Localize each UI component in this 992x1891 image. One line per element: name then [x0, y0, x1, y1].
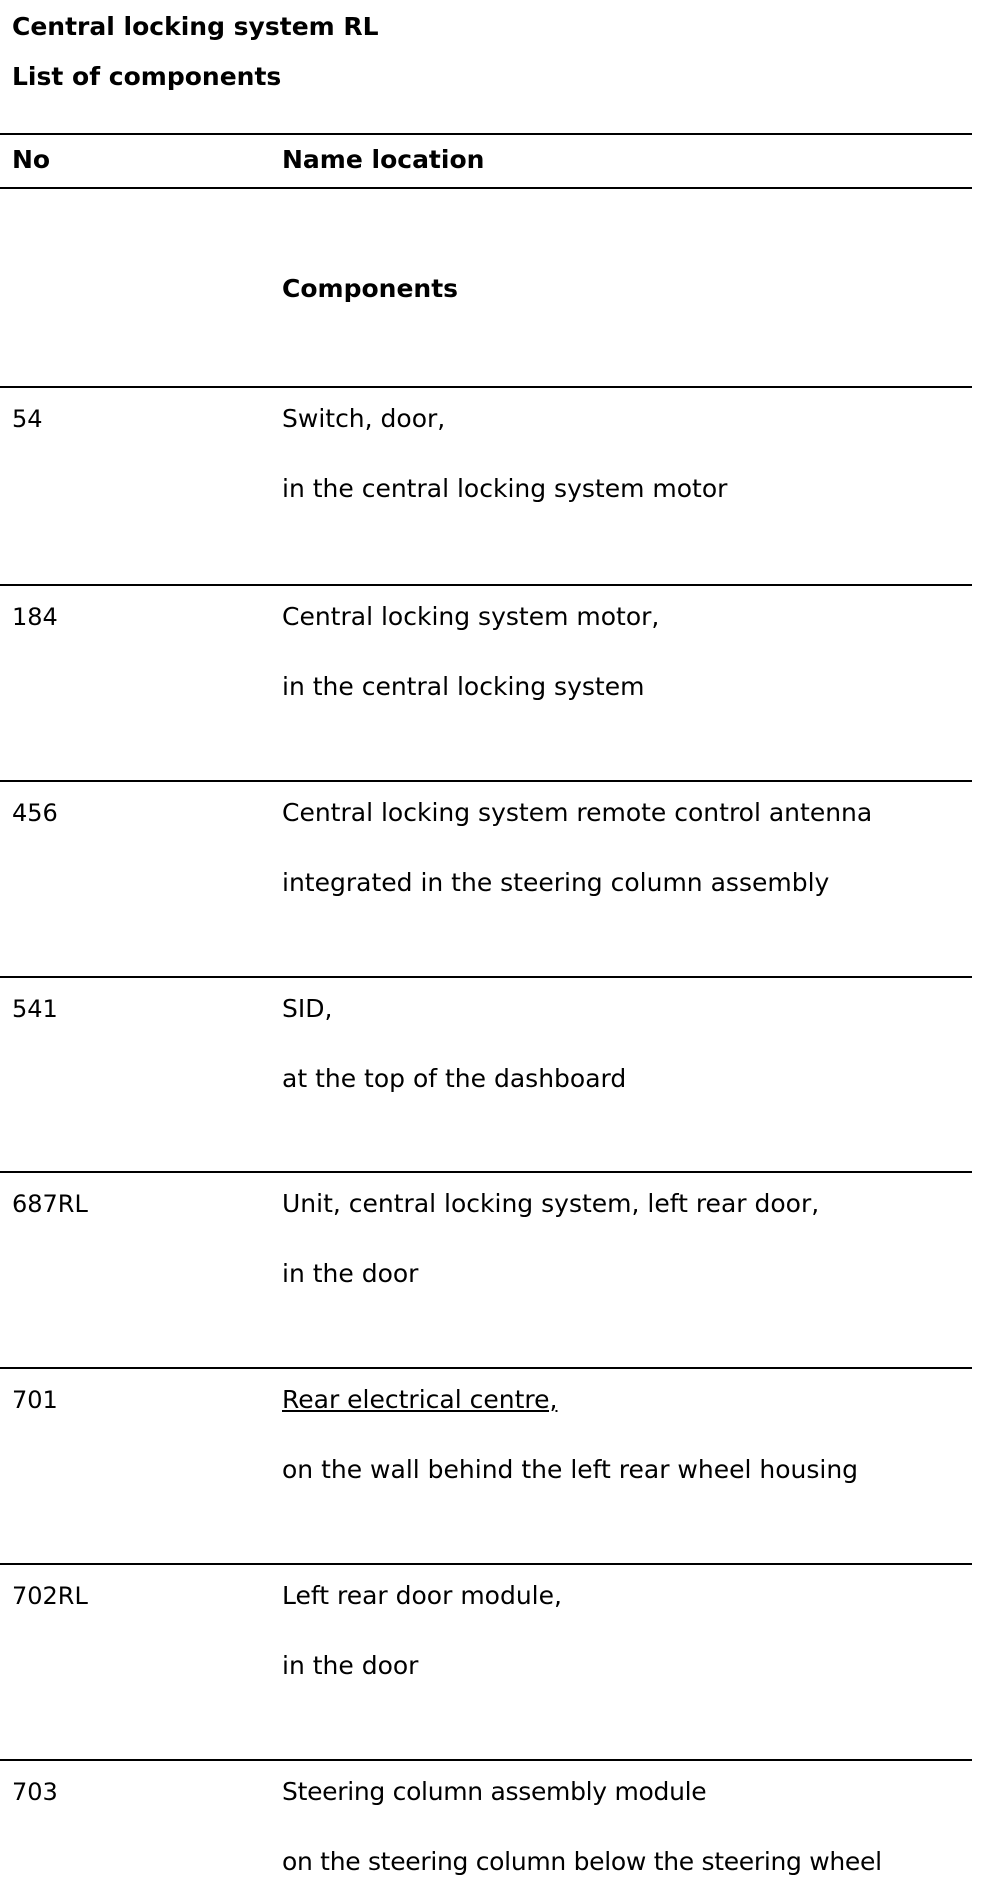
component-location: in the door: [282, 1651, 419, 1680]
table-row: [0, 782, 972, 912]
column-header-no: No: [12, 145, 51, 174]
table-top-rule: [0, 133, 972, 135]
component-name: Left rear door module,: [282, 1581, 562, 1610]
component-number: 541: [12, 995, 58, 1023]
component-location: integrated in the steering column assembly: [282, 868, 830, 897]
table-row: [0, 978, 972, 1108]
component-location: on the steering column below the steering wheel: [282, 1847, 882, 1876]
table-row: [0, 1761, 972, 1891]
component-name: Steering column assembly module: [282, 1777, 707, 1806]
table-row: [0, 1173, 972, 1303]
component-name: Unit, central locking system, left rear door,: [282, 1189, 820, 1218]
table-row: [0, 586, 972, 716]
component-number: 456: [12, 799, 58, 827]
table-row: [0, 388, 972, 518]
table-row: [0, 1565, 972, 1695]
component-name: Central locking system remote control antenna: [282, 798, 873, 827]
component-name-link[interactable]: Rear electrical centre,: [282, 1385, 558, 1414]
component-location: in the central locking system: [282, 672, 645, 701]
component-location: on the wall behind the left rear wheel housing: [282, 1455, 859, 1484]
component-name: Switch, door,: [282, 404, 446, 433]
header-bottom-rule: [0, 187, 972, 189]
column-header-name-location: Name location: [282, 145, 485, 174]
component-location: in the door: [282, 1259, 419, 1288]
component-location: in the central locking system motor: [282, 474, 728, 503]
component-number: 703: [12, 1778, 58, 1806]
document-subtitle: List of components: [12, 62, 282, 91]
component-location: at the top of the dashboard: [282, 1064, 627, 1093]
component-name: SID,: [282, 994, 333, 1023]
table-row: [0, 1369, 972, 1499]
component-number: 54: [12, 405, 43, 433]
component-number: 687RL: [12, 1190, 88, 1218]
component-number: 701: [12, 1386, 58, 1414]
component-number: 702RL: [12, 1582, 88, 1610]
section-heading: Components: [282, 274, 459, 303]
component-name: Central locking system motor,: [282, 602, 660, 631]
component-number: 184: [12, 603, 58, 631]
document-title: Central locking system RL: [12, 12, 379, 41]
